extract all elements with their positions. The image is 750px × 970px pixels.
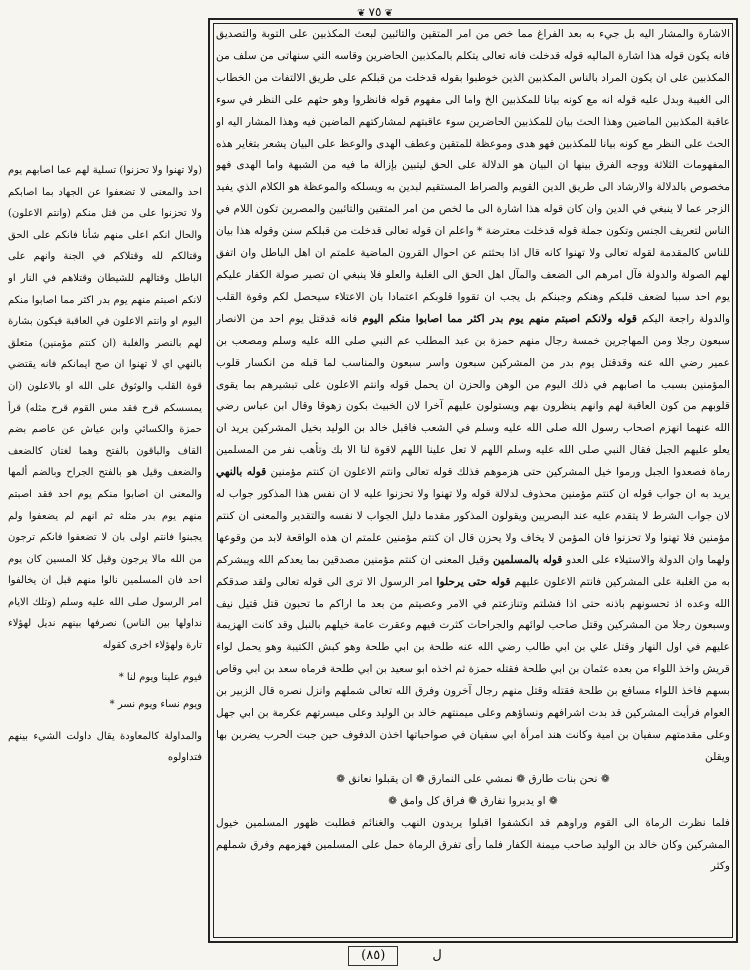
verse-hemistich: ان يقبلوا نعانق xyxy=(348,772,413,785)
page-number-bottom: (٨٥) xyxy=(348,946,398,966)
page-number-top: ❦ ٧٥ ❦ xyxy=(344,6,406,20)
margin-commentary xyxy=(8,150,202,820)
margin-verse: ويوم نساء ويوم نسر * xyxy=(109,699,202,711)
verse-line: ❁ او يدبروا نفارق ❁ فراق كل وامق ❁ xyxy=(388,794,558,807)
main-commentary xyxy=(216,24,730,939)
paragraph-text: فلما نظرت الرماة الى القوم وراوهم قد انكشفوا اقبلوا يريدون النهب والغنائم فطلبت ظهور المسلمين خيول المشركين وكان خالد بن الوليد صاحب ميمنة الكفار فلما رأى تفرق الرماة حمل على المسلمين فهزمهم وفرق شملهم وكثر xyxy=(216,816,730,873)
page-header xyxy=(0,0,750,19)
quoted-heading: قوله بالنهي xyxy=(216,466,267,479)
quoted-heading: قوله بالمسلمين xyxy=(493,553,563,566)
signature-mark: ل xyxy=(432,948,442,963)
paragraph-text: فانه قدقتل يوم احد من الانصار سبعون رجلا ومن المهاجرين خمسة رجال منهم حمزة بن عبد المطلب عم النبي صلى الله عليه وسلم ومصعب بن عمير رضي الله عنه وقدقتل يوم بدر من المشركين سبعون واسر سبعون والمناسب لما قبله من انكسار قلوب المؤمنين بسبب ما اصابهم في ذلك اليوم من الوهن والحزن ان يحمل قوله وانتم الاعلون على تبشيرهم بما يقوى قلوبهم من كون العاقبة لهم وانهم ينظرون بهم ويستولون عليهم آخرا لان الخبيث بكون زهوقا وقال ابن عباس رضي الله عنهما انهزم اصحاب رسول الله صلى الله عليه وسلم في الشعب فاقبل خالد بن الوليد بخيل المشركين يريد ان يعلو عليهم الجبل فقال النبي صلى الله عليه وسلم اللهم لا تعل علينا اللهم لاقوة لنا الا بك وتأهب نفر من المسلمين رماة فصعدوا الجبل ورموا خيل المشركين حتى هزموهم فذلك قوله تعالى وانتم الاعلون ان كنتم مؤمنين xyxy=(216,312,730,479)
page-footer xyxy=(0,946,750,968)
margin-paragraph: والمداولة كالمعاودة يقال داولت الشيء بينهم فتداولوه xyxy=(8,730,202,764)
margin-verse: فيوم علينا ويوم لنا * xyxy=(118,671,202,683)
verse-hemistich: او يدبروا نفارق xyxy=(480,794,546,807)
paragraph-text: يريد به ان جواب قوله ان كنتم مؤمنين محذوف لدلالة قوله ولا تهنوا ولا تحزنوا عليه لا ان نفس هذا المذكور جواب له لان جواب الشرط لا يتقدم عليه عند البصريين ويقولون المذكور مقدما دليل الجواب لا نفسه والتقدير والمعنى ان كنتم مؤمنين فلا تهنوا ولا تحزنوا فان المؤمن لا يخاف ولا يحزن قال ان كنتم مؤمنين علمتم ان هذه الواقعة لابد من وقوعها ولهما وان الدولة والاستيلاء على العدو xyxy=(216,488,730,566)
paragraph-text: امر الرسول الا ترى الى قوله تعالى ولقد صدقكم الله وعده اذ تحسونهم باذنه حتى اذا فشلتم وتنازعتم في الامر وعصيتم من بعد ما اراكم ما تحبون قتل قتيل نيف وسبعون رجلا من المشركين وقتل صاحب لوائهم والجراحات كثرت فيهم وعقرت عامة خيلهم بالنبل وقد كانت الهزيمة عليهم في اول النهار وقتل علي بن ابي طالب رضي الله عنه طلحة بن ابي طلحة وهو كبش الكتيبة وهو يحمل لواء قريش واخذ اللواء من بعده عثمان بن ابي طلحة فقتله حمزة ثم اخذه ابو سعيد بن ابي طلحة فرماه سعد بن ابي وقاص بسهم فاخذ اللواء مسافع بن طلحة فقتله وقتل منهم رجال آخرون وفرق الله تعالى شملهم وانزل نصره قال الزبير بن العوام فرأيت المشركين قد بدت اشرافهم ونساؤهم وعلى ميمنتهم خالد بن الوليد وعلى ميسرتهم عكرمة بن ابي جهل وعلى مقدمتهم سفيان بن امية وكانت هند امرأة ابي سفيان في صواحباتها اخذن الدفوف حين جبت الحرب يضربن بها ويقلن xyxy=(216,575,730,763)
quoted-heading: قوله ولانكم اصبتم منهم يوم بدر اكثر مما اصابوا منكم اليوم xyxy=(362,312,637,325)
paragraph-text: الاشارة والمشار اليه بل جيء به بعد الفراغ مما خص من امر المتقين والتائبين لبعث المكذبين على التوبة والتصديق فانه يكون قوله هذا اشارة الماليه قوله قدخلت فانه تعالى يتكلم بالمكذبين الحاضرين وقاسه التي سنهاتى من سلف من المكذبين على ان يكون المراد بالناس المكذبين الذين خوطبوا بقوله قدخلت من قبلكم على طريق الالتفات من الخطاب الى الغيبة وبدل عليه قوله انه مع كونه بيانا للمكذبين الخ واما الى مفهوم قوله فانظروا وهو حثهم على النظر في سوء عاقبة المكذبين الماضين وهذا الحث بيان للمكذبين الحاضرين سوء عاقبتهم لمشاركتهم الماضين فيه وهذا المشار اليه او الحث على النظر مع كونه بيانا للمكذبين فهو هدى وموعظة للمتقين وعطف الهدى والوعظ على البيان يشعر بتغاير هذه المفهومات الثلاثة ووجه الفرق بينها ان البيان هو الدلالة على الحق ليتبين بإزالة ما فيه من الشبهة واما الهدى فهو مخصوص بالدلالة والارشاد الى طريق الدين القويم والصراط المستقيم لبدين به ويسلكه والموعظة هو الكلام الذي يفيد الزجر عما لا ينبغي في الدين وان كان قوله هذا اشارة الى ما لخص من امر المتقين والتائبين والمصرين تكون اللام في الناس لتعريف الجنس وتكون جملة قوله قدخلت معترضة * واعلم ان قوله تعالى قدخلت من قبلكم سنن وقوله هذا بيان للناس كالمقدمة لقوله تعالى ولا تهنوا كانه قال اذا بحثتم عن احوال القرون الماضية علمتم ان اهل الباطل وان اتفق لهم الصولة والدولة فآل امرهم الى الضعف والمآل اهل الحق الى الغلبة والعلو فلا ينبغي ان تصير صولة الكفار عليكم يوم احد سببا لضعف قلبكم وهنكم وجبنكم بل يجب ان تقووا قلوبكم اعتمادا بان الاعتلاء سيحصل لكم وقوة القلب والدولة راجعة اليكم xyxy=(216,28,730,325)
quoted-heading: قوله حتى يرحلوا xyxy=(436,575,511,588)
margin-paragraph: (ولا تهنوا ولا تحزنوا) تسلية لهم عما اصابهم يوم احد والمعنى لا تضعفوا عن الجهاد بما اصابكم ولا تحزنوا على من قتل منكم (وانتم الاعلون) والحال انكم اعلى منهم شأنا فانكم على الحق وقتالكم لله وقتلاكم في الجنة وانهم على الباطل وقتالهم للشيطان وقتلاهم في النار او لانكم اصبتم منهم يوم بدر اكثر مما اصابوا منكم اليوم او وانتم الاعلون في العاقبة فيكون بشارة لهم بالنصر والغلبة (ان كنتم مؤمنين) متعلق بالنهي اي لا تهنوا ان صح ايمانكم فانه يقتضي قوة القلب والوثوق على الله او بالاعلون (ان يمسسكم قرح فقد مس القوم قرح مثله) قرأ حمزة والكسائي وابن عياش عن عاصم بضم القاف والباقون بالفتح وهما لغتان كالضعف والضعف وقيل هو بالفتح الجراح وبالضم ألمها والمعنى ان اصابوا منكم يوم احد فقد اصبتم منهم يوم بدر مثله ثم انهم لم يضعفوا ولم يجبنوا فانتم اولى بان لا تضعفوا فانكم ترجون من الله مالا يرجون وقيل كلا المسين كان يوم احد فان المسلمين نالوا منهم قبل ان يخالفوا امر الرسول صلى الله عليه وسلم (وتلك الايام نداولها بين الناس) نصرفها بينهم نديل لهؤلاء تارة ولهؤلاء اخرى كقوله xyxy=(8,165,202,652)
verse-hemistich: نمشي على النمارق xyxy=(428,772,513,785)
verse-line: ❁ نحن بنات طارق ❁ نمشي على النمارق ❁ ان يقبلوا نعانق ❁ xyxy=(336,772,610,785)
paragraph-text: وقيل المعنى ان كنتم مؤمنين مصدقين بما يعدكم الله ويبشركم به من الغلبة على المشركين فانتم الاعلون عليهم xyxy=(216,553,730,588)
paragraph xyxy=(216,24,730,769)
paragraph xyxy=(216,813,730,879)
verse-hemistich: نحن بنات طارق xyxy=(528,772,598,785)
verse-hemistich: فراق كل وامق xyxy=(400,794,465,807)
